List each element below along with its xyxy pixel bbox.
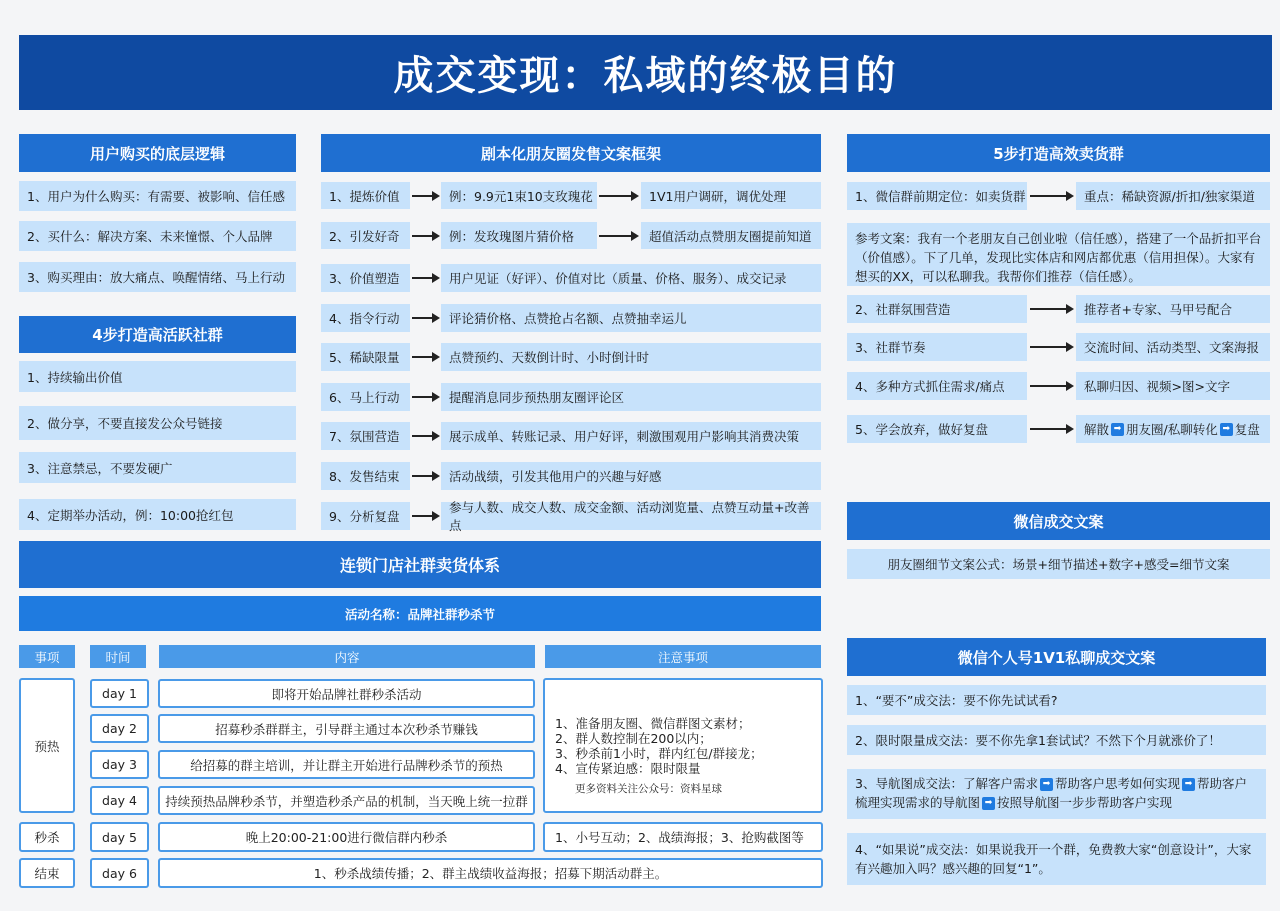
logic-item-2: 2、买什么：解决方案、未来憧憬、个人品牌 xyxy=(19,221,296,251)
step-8-desc: 活动战绩，引发其他用户的兴趣与好感 xyxy=(441,462,821,490)
content-cell: 晚上20:00-21:00进行微信群内秒杀 xyxy=(158,822,535,852)
community-item-2: 2、做分享，不要直接发公众号链接 xyxy=(19,406,296,440)
chat-method-4: 4、“如果说”成交法：如果说我开一个群，免费教大家“创意设计”，大家有兴趣加入吗？感兴趣的回复“1”。 xyxy=(847,833,1266,885)
group-step-1-focus: 重点：稀缺资源/折扣/独家渠道 xyxy=(1076,182,1270,210)
phase-end: 结束 xyxy=(19,858,75,888)
step-4-desc: 评论猜价格、点赞抢占名额、点赞抽幸运儿 xyxy=(441,304,821,332)
arrow xyxy=(1030,428,1072,430)
arrow xyxy=(412,396,438,398)
method-3-part-a: 3、导航图成交法：了解客户需求 xyxy=(855,776,1038,791)
arrow xyxy=(412,356,438,358)
step-3: 3、价值塑造 xyxy=(321,264,410,292)
center-header: 剧本化朋友圈发售文案框架 xyxy=(321,134,821,172)
logic-item-3: 3、购买理由：放大痛点、唤醒情绪、马上行动 xyxy=(19,262,296,292)
group-step-4-detail: 私聊归因、视频>图>文字 xyxy=(1076,372,1270,400)
step-7-desc: 展示成单、转账记录、用户好评，刺激围观用户影响其消费决策 xyxy=(441,422,821,450)
arrow xyxy=(1030,385,1072,387)
col-content: 内容 xyxy=(159,645,535,668)
activity-name: 活动名称：品牌社群秒杀节 xyxy=(19,596,821,631)
right-mid-header: 微信成交文案 xyxy=(847,502,1270,540)
arrow xyxy=(412,277,438,279)
col-phase: 事项 xyxy=(19,645,75,668)
step-4: 4、指令行动 xyxy=(321,304,410,332)
right-bottom-header: 微信个人号1V1私聊成交文案 xyxy=(847,638,1266,676)
left-top-header: 用户购买的底层逻辑 xyxy=(19,134,296,172)
group-step-3: 3、社群节奏 xyxy=(847,333,1027,361)
step-5: 5、稀缺限量 xyxy=(321,343,410,371)
arrow xyxy=(412,515,438,517)
group-step-2: 2、社群氛围营造 xyxy=(847,295,1027,323)
content-cell: 给招募的群主培训，并让群主开始进行品牌秒杀节的预热 xyxy=(158,750,535,779)
step-1: 1、提炼价值 xyxy=(321,182,410,209)
group-step-5: 5、学会放弃，做好复盘 xyxy=(847,415,1027,443)
chain-header: 连锁门店社群卖货体系 xyxy=(19,541,821,588)
step-2: 2、引发好奇 xyxy=(321,222,410,249)
reference-copy: 参考文案：我有一个老朋友自己创业啦（信任感），搭建了一个品折扣平台（价值感）。下了几单，发现比实体店和网店都优惠（信用担保）。大家有想买的XX，可以私聊我。我帮你们推荐（信任感）。 xyxy=(847,223,1270,286)
arrow xyxy=(412,317,438,319)
community-item-4: 4、定期举办活动，例：10:00抢红包 xyxy=(19,499,296,530)
review-label: 复盘 xyxy=(1234,422,1260,437)
group-step-2-detail: 推荐者+专家、马甲号配合 xyxy=(1076,295,1270,323)
step-1-desc: 例：9.9元1束10支玫瑰花 xyxy=(441,182,597,209)
step-2-desc: 例：发玫瑰图片猜价格 xyxy=(441,222,597,249)
arrow xyxy=(412,475,438,477)
phase-flash-sale: 秒杀 xyxy=(19,822,75,852)
day-cell: day 5 xyxy=(90,822,149,852)
step-3-desc: 用户见证（好评）、价值对比（质量、价格、服务）、成交记录 xyxy=(441,264,821,292)
group-step-3-detail: 交流时间、活动类型、文案海报 xyxy=(1076,333,1270,361)
group-step-1: 1、微信群前期定位：如卖货群 xyxy=(847,182,1027,210)
arrow xyxy=(1030,346,1072,348)
col-time: 时间 xyxy=(90,645,146,668)
day-cell: day 1 xyxy=(90,679,149,708)
content-cell: 1、秒杀战绩传播；2、群主战绩收益海报；招募下期活动群主。 xyxy=(158,858,823,888)
arrow xyxy=(412,235,438,237)
chat-method-1: 1、“要不”成交法：要不你先试试看? xyxy=(847,685,1266,715)
step-5-desc: 点赞预约、天数倒计时、小时倒计时 xyxy=(441,343,821,371)
arrow xyxy=(599,235,637,237)
method-3-part-b: 帮助客户思考如何实现 xyxy=(1054,776,1180,791)
right-arrow-icon: ➡ xyxy=(1111,423,1124,436)
arrow xyxy=(1030,308,1072,310)
note-line: 4、宣传紧迫感：限时限量 xyxy=(555,761,701,776)
day-cell: day 6 xyxy=(90,858,149,888)
note-line: 3、秒杀前1小时，群内红包/群接龙； xyxy=(555,746,763,761)
step-9-desc: 参与人数、成交人数、成交金额、活动浏览量、点赞互动量+改善点 xyxy=(441,502,821,530)
arrow xyxy=(1030,195,1072,197)
method-3-part-d: 按照导航图一步步帮助客户实现 xyxy=(997,795,1173,810)
arrow xyxy=(412,435,438,437)
step-9: 9、分析复盘 xyxy=(321,502,410,530)
convert-label: 朋友圈/私聊转化 xyxy=(1126,422,1218,437)
note-day5: 1、小号互动；2、战绩海报；3、抢购截图等 xyxy=(543,822,823,852)
right-arrow-icon: ➡ xyxy=(1182,778,1195,791)
notes-cell xyxy=(543,678,823,813)
arrow xyxy=(412,195,438,197)
note-line: 1、准备朋友圈、微信群图文素材； xyxy=(555,716,751,731)
right-arrow-icon: ➡ xyxy=(1040,778,1053,791)
step-6: 6、马上行动 xyxy=(321,383,410,411)
step-7: 7、氛围营造 xyxy=(321,422,410,450)
step-8: 8、发售结束 xyxy=(321,462,410,490)
method-3-part-c: 帮助客户梳理实现需求的导航图 xyxy=(855,776,1247,810)
community-item-3: 3、注意禁忌，不要发硬广 xyxy=(19,452,296,483)
left-mid-header: 4步打造高活跃社群 xyxy=(19,316,296,353)
day-cell: day 2 xyxy=(90,714,149,743)
step-6-desc: 提醒消息同步预热朋友圈评论区 xyxy=(441,383,821,411)
right-arrow-icon: ➡ xyxy=(982,797,995,810)
moments-formula: 朋友圈细节文案公式：场景+细节描述+数字+感受=细节文案 xyxy=(847,549,1270,579)
logic-item-1: 1、用户为什么购买：有需要、被影响、信任感 xyxy=(19,181,296,211)
arrow xyxy=(599,195,637,197)
note-line: 2、群人数控制在200以内； xyxy=(555,731,712,746)
step-2-extra: 超值活动点赞朋友圈提前知道 xyxy=(641,222,821,249)
chat-method-2: 2、限时限量成交法：要不你先拿1套试试？不然下个月就涨价了！ xyxy=(847,725,1266,755)
day-cell: day 4 xyxy=(90,786,149,815)
group-step-4: 4、多种方式抓住需求/痛点 xyxy=(847,372,1027,400)
community-item-1: 1、持续输出价值 xyxy=(19,361,296,392)
disband-label: 解散 xyxy=(1084,422,1110,437)
right-top-header: 5步打造高效卖货群 xyxy=(847,134,1270,172)
notes-footer: 更多资料关注公众号：资料星球 xyxy=(575,783,722,795)
phase-preheat: 预热 xyxy=(19,678,75,813)
content-cell: 即将开始品牌社群秒杀活动 xyxy=(158,679,535,708)
chat-method-3 xyxy=(847,769,1266,819)
page-title: 成交变现：私域的终极目的 xyxy=(19,35,1272,110)
content-cell: 持续预热品牌秒杀节，并塑造秒杀产品的机制，当天晚上统一拉群 xyxy=(158,786,535,815)
right-arrow-icon: ➡ xyxy=(1220,423,1233,436)
content-cell: 招募秒杀群群主，引导群主通过本次秒杀节赚钱 xyxy=(158,714,535,743)
step-1-extra: 1V1用户调研，调优处理 xyxy=(641,182,821,209)
day-cell: day 3 xyxy=(90,750,149,779)
group-step-5-detail xyxy=(1076,415,1270,443)
col-notes: 注意事项 xyxy=(545,645,821,668)
